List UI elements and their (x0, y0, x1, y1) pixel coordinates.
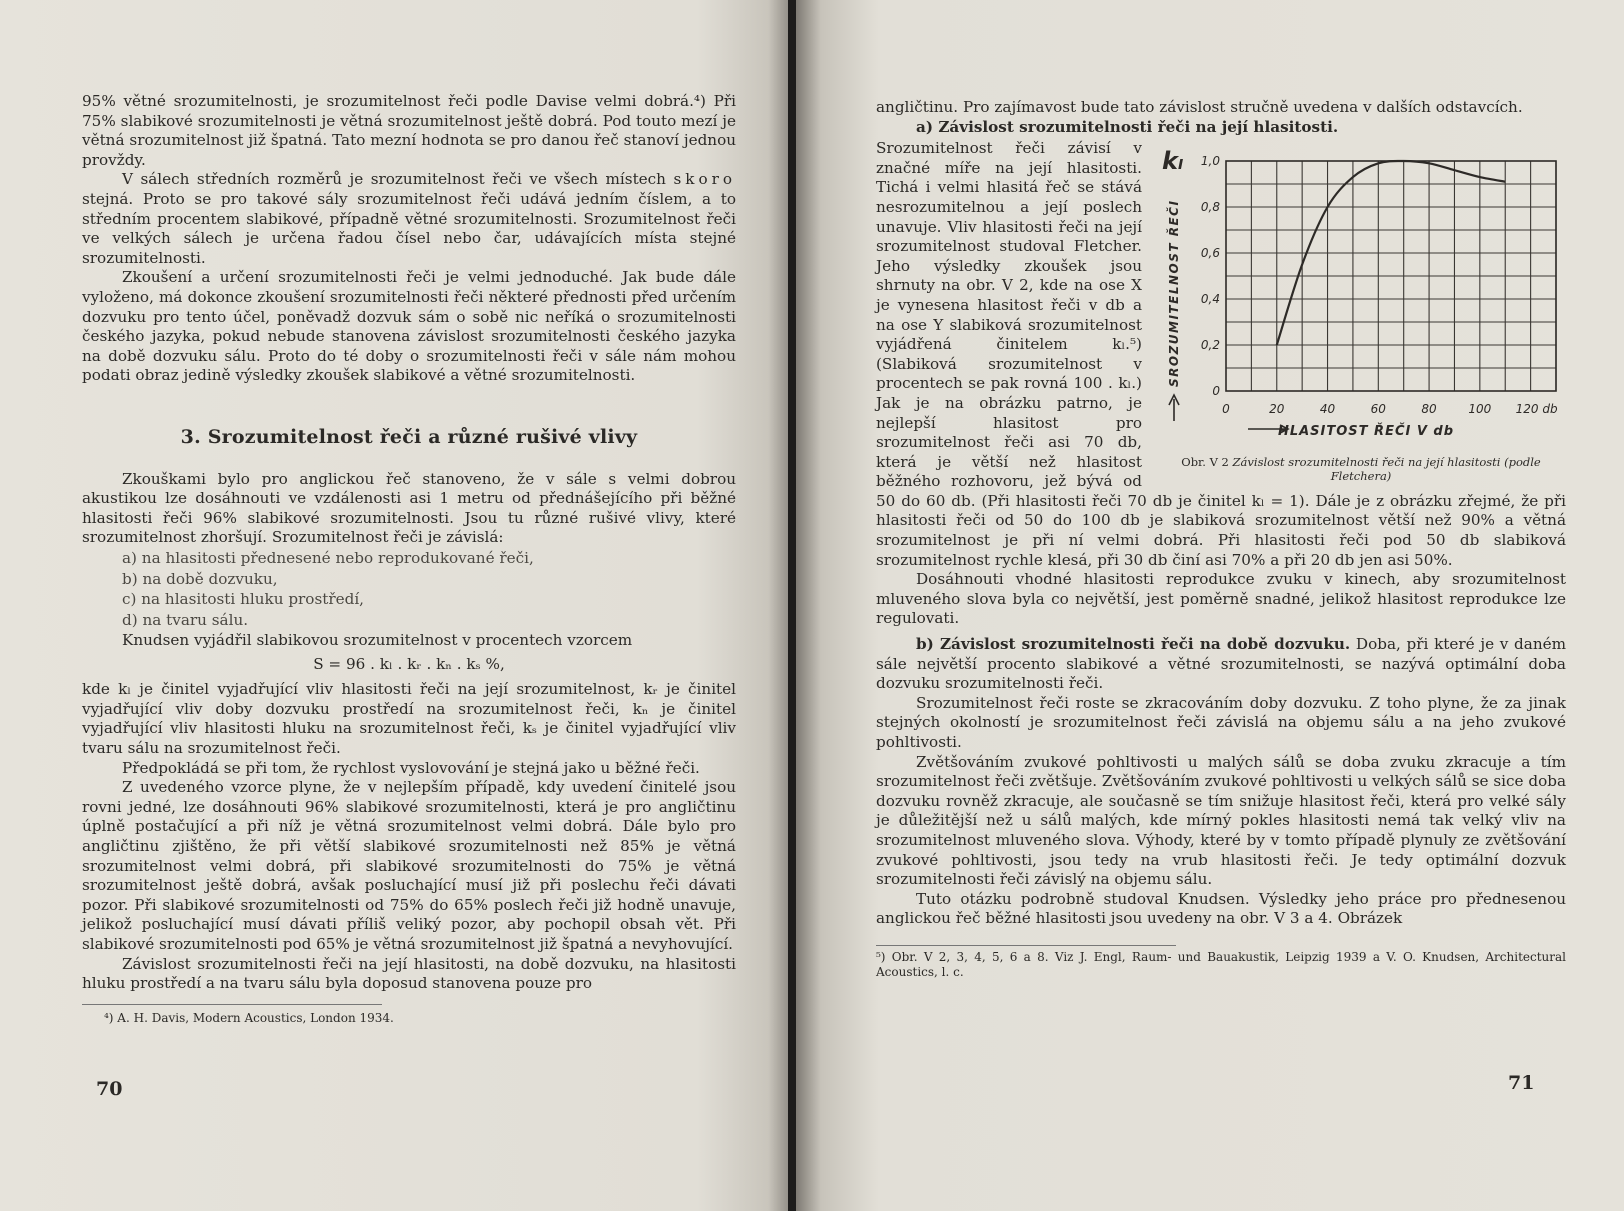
paragraph: Knudsen vyjádřil slabikovou srozumitelnost v procentech vzorcem (122, 631, 633, 650)
x-axis-label: HLASITOST ŘEČI V db (1277, 424, 1455, 440)
text-run: Doba, při které je v daném sále největší procento slabikové a větné srozumitelnosti, se nazývá optimální doba dozvuku srozumitelnosti řeči. (876, 635, 1567, 693)
loudness-intelligibility-chart (1156, 143, 1566, 443)
x-tick-label: 120 db (1515, 402, 1558, 417)
left-text-column (82, 92, 736, 1026)
paragraph: Tuto otázku podrobně studoval Knudsen. Výsledky jeho práce pro přednesenou anglickou řeč běžné hlasitosti jsou uvedeny na obr. V 3 a 4. Obrázek (876, 889, 1566, 928)
paragraph: Zkoušení a určení srozumitelnosti řeči je velmi jednoduché. Jak bude dále vyloženo, má dokonce zkoušení srozumitelnosti řeči některé přednosti před určením dozvuku pro tento účel, poněvadž dozvuk sám o sobě nic neříká o srozumitelnosti českého jazyka, pokud nebude stanovena závislost srozumitelnosti českého jazyka na době dozvuku sálu. Proto do té doby o srozumitelnosti řeči v sále nám mohou podati obraz jedině výsledky zkoušek slabikové a větné srozumitelnosti. (82, 268, 736, 385)
paragraph: Zvětšováním zvukové pohltivosti u malých sálů se doba zvuku zkracuje a tím srozumitelnost řeči zvětšuje. Zvětšováním zvukové pohltivosti u velkých sálů se sice doba dozvuku rovněž zkracuje, ale současně se tím snižuje hlasitost řeči, která pro velké sály je důležitější než u sálů malých, kde mírný pokles hlasitosti nemá tak velký vliv na srozumitelnost mluveného slova. Výhody, které by v tomto případě plynuly ze zvětšování zvukové pohltivosti, jsou tedy na vrub hlasitosti řeči. Je tedy optimální dozvuk srozumitelnosti řeči závislý na objemu sálu. (876, 752, 1566, 889)
y-axis-symbol: kₗ (1162, 147, 1184, 176)
caption-text: Závislost srozumitelnosti řeči na její hlasitosti (podle Fletchera) (1232, 454, 1541, 483)
x-tick-label: 80 (1421, 402, 1437, 417)
page-number: 71 (1508, 1072, 1535, 1094)
right-text-column (876, 98, 1566, 980)
chart-grid (1226, 161, 1556, 391)
paragraph: Srozumitelnost řeči roste se zkracováním doby dozvuku. Z toho plyne, že za jinak stejných okolností je srozumitelnost řeči závislá na objemu sálu a na jeho zvukové pohltivosti. (876, 693, 1566, 751)
y-tick-label: 0,4 (1200, 292, 1220, 307)
dependency-list (82, 548, 736, 631)
section-heading: 3. Srozumitelnost řeči a různé rušivé vlivy (180, 425, 638, 448)
section-label: b) Závislost srozumitelnosti řeči na době dozvuku. (916, 635, 1351, 654)
list-item: a) na hlasitosti přednesené nebo reprodukované řeči, (122, 548, 534, 567)
figure-v2 (1156, 143, 1566, 483)
y-axis-label: SROZUMITELNOST ŘEČI (1167, 199, 1181, 388)
paragraph: Předpokládá se při tom, že rychlost vyslovování je stejná jako u běžné řeči. (122, 758, 700, 777)
paragraph (876, 635, 1566, 694)
paragraph: Zkouškami bylo pro anglickou řeč stanoveno, že v sále s velmi dobrou akustikou lze dosáhnouti ve vzdálenosti asi 1 metru od přednášejícího při běžné hlasitosti řeči 96% slabikové srozumitelnosti. Jsou tu různé rušivé vlivy, které srozumitelnost zhoršují. Srozumitelnost řeči je závislá: (82, 469, 736, 547)
x-tick-label: 40 (1319, 402, 1336, 417)
page-number: 70 (96, 1078, 123, 1100)
paragraph: 95% větné srozumitelnosti, je srozumitelnost řeči podle Davise velmi dobrá.⁴) Při 75% slabikové srozumitelnosti je větná srozumitelnost ještě dobrá. Pod touto mezí je větná srozumitelnost již špatná. Tato mezní hodnota se pro danou řeč stanoví jednou provždy. (82, 92, 736, 169)
y-tick-label: 0,6 (1200, 246, 1220, 261)
y-tick-label: 0,8 (1200, 200, 1220, 215)
x-tick-label: 60 (1370, 402, 1386, 417)
text-run: stejná. Proto se pro takové sály srozumitelnost řeči udává jedním číslem, a to středním procentem slabikové, případně větné srozumitelnosti. Srozumitelnost řeči ve velkých sálech je určena řadou čísel nebo čar, udávajících místa stejné srozumitelnosti. (82, 189, 736, 267)
chart-ticks (1201, 154, 1558, 416)
page-right (796, 0, 1624, 1211)
paragraph: Dosáhnouti vhodné hlasitosti reprodukce zvuku v kinech, aby srozumitelnost mluveného slova byla co největší, jest poměrně snadné, jelikož hlasitost reprodukce lze regulovati. (876, 570, 1566, 628)
paragraph: kde kₗ je činitel vyjadřující vliv hlasitosti řeči na její srozumitelnost, kᵣ je činitel vyjadřující vliv doby dozvuku prostředí na srozumitelnost řeči, kₙ je činitel vyjadřující vliv hlasitosti hluku na srozumitelnost řeči, kₛ je činitel vyjadřující vliv tvaru sálu na srozumitelnost řeči. (82, 680, 736, 758)
x-tick-label: 20 (1269, 402, 1285, 417)
figure-caption (1156, 455, 1566, 483)
list-item: c) na hlasitosti hluku prostředí, (122, 590, 365, 609)
chart-axes (1169, 161, 1556, 433)
paragraph: Závislost srozumitelnosti řeči na její hlasitosti, na době dozvuku, na hlasitosti hluku prostředí a na tvaru sálu byla doposud stanovena pouze pro (82, 954, 736, 993)
list-item: d) na tvaru sálu. (122, 611, 249, 630)
section-label: a) Závislost srozumitelnosti řeči na její hlasitosti. (916, 117, 1339, 136)
formula: S = 96 . kₗ . kᵣ . kₙ . kₛ %, (313, 654, 505, 673)
list-item: b) na době dozvuku, (122, 569, 278, 588)
footnote-rule (82, 1004, 382, 1005)
footnote-rule (876, 945, 1176, 946)
y-axis-arrow (1169, 395, 1179, 421)
footnote: ⁵) Obr. V 2, 3, 4, 5, 6 a 8. Viz J. Engl, Raum- und Bauakustik, Leipzig 1939 a V. O. Knudsen, Architectural Acoustics, l. c. (876, 949, 1566, 979)
text-run: V sálech středních rozměrů je srozumitelnost řeči ve všech místech (122, 170, 666, 189)
x-tick-label: 100 (1468, 402, 1492, 417)
paragraph: Srozumitelnost řeči závisí v značné míře na její hlasitosti. Tichá i velmi hlasitá řeč se stává nesrozumitelnou a její poslech unavuje. Vliv hlasitosti řeči na její srozumitelnost studoval Fletcher. Jeho výsledky zkoušek jsou shrnuty na obr. V 2, kde na ose X je vynesena hlasitost řeči v db a na ose Y slabiková srozumitelnost vyjádřená činitelem kₗ.⁵) (Slabiková srozumitelnost v procentech se pak rovná 100 . kₗ.) Jak je na obrázku patrno, je nejlepší hlasitost pro srozumitelnost řeči asi 70 db, která je větší než hlasitost běžného rozhovoru, jež bývá od 50 do 60 db. (Při hlasitosti řeči 70 db je činitel kₗ = 1). Dále je z obrázku zřejmé, že při hlasitosti řeči od 50 do 100 db je slabiková srozumitelnost větší než 90% a větná srozumitelnost je při ní velmi dobrá. Při hlasitosti řeči pod 50 db slabiková srozumitelnost rychle klesá, při 30 db činí asi 70% a při 20 db jen asi 50%. (876, 139, 1566, 569)
paragraph: angličtinu. Pro zajímavost bude tato závislost stručně uvedena v dalších odstavcích. (876, 98, 1523, 116)
paragraph (876, 118, 1566, 138)
caption-label: Obr. V 2 (1181, 454, 1229, 469)
y-tick-label: 0,2 (1200, 338, 1220, 353)
x-tick-label: 0 (1222, 402, 1230, 417)
page-left (0, 0, 792, 1211)
paragraph: Z uvedeného vzorce plyne, že v nejlepším případě, kdy uvedení činitelé jsou rovni jedné, lze dosáhnouti 96% slabikové srozumitelnosti, která je pro angličtinu úplně postačující a při níž je větná srozumitelnost velmi dobrá. Dále bylo pro angličtinu zjištěno, že při větší slabikové srozumitelnosti než 85% je větná srozumitelnost velmi dobrá, při slabikové srozumitelnosti do 75% je větná srozumitelnost ještě dobrá, avšak posluchající musí již při poslechu řeči dávati pozor. Při slabikové srozumitelnosti od 75% do 65% poslech řeči již hodně unavuje, jelikož posluchající musí dávati příliš veliký pozor, aby pochopil obsah vět. Při slabikové srozumitelnosti pod 65% je větná srozumitelnost již špatná a nevyhovující. (82, 778, 736, 953)
y-tick-label: 0 (1212, 384, 1220, 399)
emphasis-spaced: skoro (673, 170, 737, 189)
y-tick-label: 1,0 (1200, 154, 1220, 169)
footnote: ⁴) A. H. Davis, Modern Acoustics, London 1934. (104, 1010, 394, 1025)
paragraph (82, 170, 736, 268)
